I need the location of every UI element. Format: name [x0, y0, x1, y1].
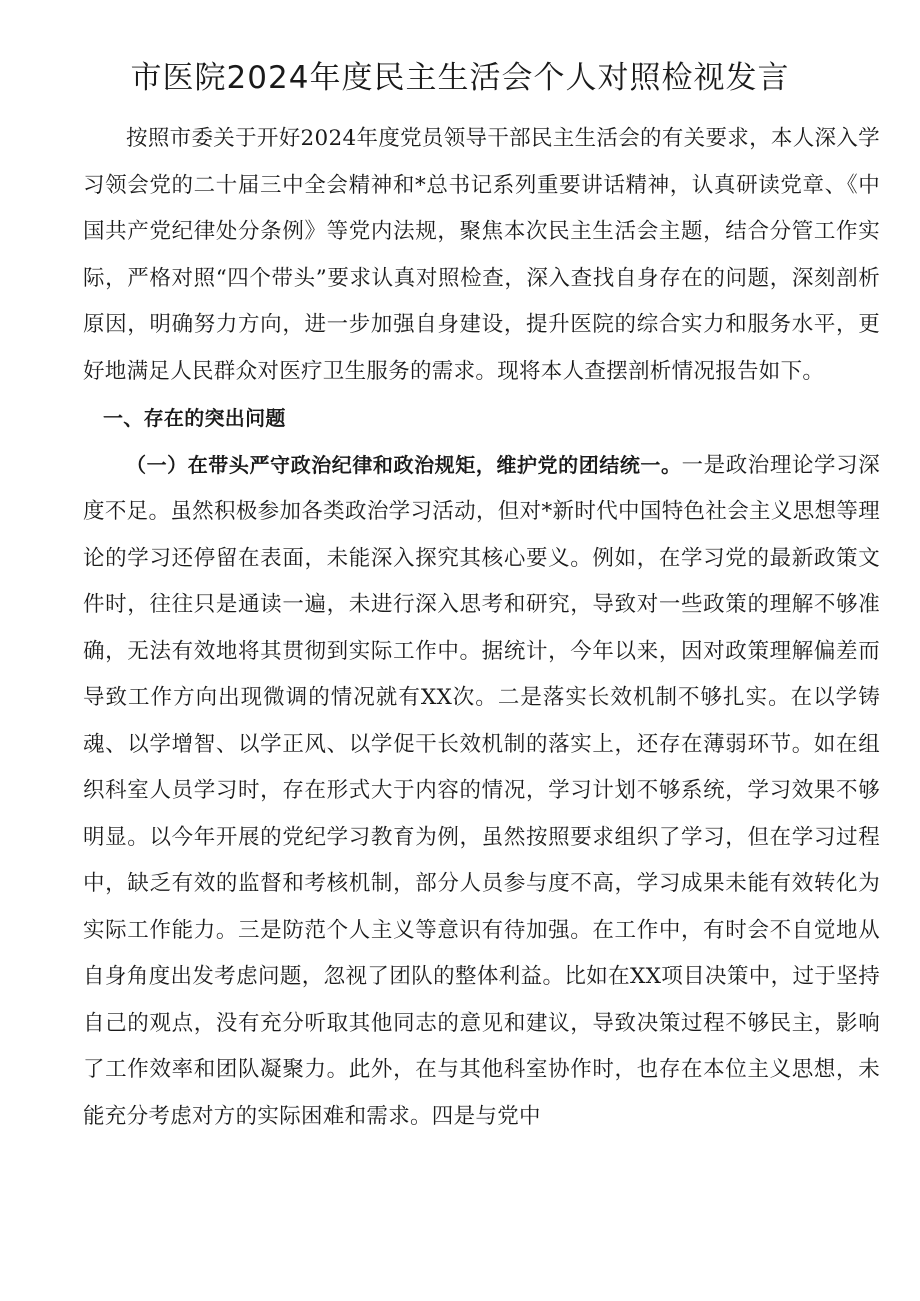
section-heading: 一、存在的突出问题	[103, 406, 286, 430]
document-body	[83, 116, 880, 1140]
intro-paragraph: 按照市委关于开好2024年度党员领导干部民主生活会的有关要求，本人深入学习领会党的二十届三中全会精神和*总书记系列重要讲话精神，认真研读党章、《中国共产党纪律处分条例》等党内法规，聚焦本次民主生活会主题，结合分管工作实际，严格对照“四个带头”要求认真对照检查，深入查找自身存在的问题，深刻剖析原因，明确努力方向，进一步加强自身建设，提升医院的综合实力和服务水平，更好地满足人民群众对医疗卫生服务的需求。现将本人查摆剖析情况报告如下。	[83, 126, 880, 384]
subsection-body: 一是政治理论学习深度不足。虽然积极参加各类政治学习活动，但对*新时代中国特色社会主义思想等理论的学习还停留在表面，未能深入探究其核心要义。例如，在学习党的最新政策文件时，往往只是通读一遍，未进行深入思考和研究，导致对一些政策的理解不够准确，无法有效地将其贯彻到实际工作中。据统计，今年以来，因对政策理解偏差而导致工作方向出现微调的情况就有XX次。二是落实长效机制不够扎实。在以学铸魂、以学增智、以学正风、以学促干长效机制的落实上，还存在薄弱环节。如在组织科室人员学习时，存在形式大于内容的情况，学习计划不够系统，学习效果不够明显。以今年开展的党纪学习教育为例，虽然按照要求组织了学习，但在学习过程中，缺乏有效的监督和考核机制，部分人员参与度不高，学习成果未能有效转化为实际工作能力。三是防范个人主义等意识有待加强。在工作中，有时会不自觉地从自身角度出发考虑问题，忽视了团队的整体利益。比如在XX项目决策中，过于坚持自己的观点，没有充分听取其他同志的意见和建议，导致决策过程不够民主，影响了工作效率和团队凝聚力。此外，在与其他科室协作时，也存在本位主义思想，未能充分考虑对方的实际困难和需求。四是与党中	[83, 452, 880, 1129]
subsection-lead: （一）在带头严守政治纪律和政治规矩，维护党的团结统一。	[126, 452, 682, 477]
subsection-paragraph	[83, 442, 880, 1141]
document-title: 市医院2024年度民主生活会个人对照检视发言	[130, 60, 790, 96]
